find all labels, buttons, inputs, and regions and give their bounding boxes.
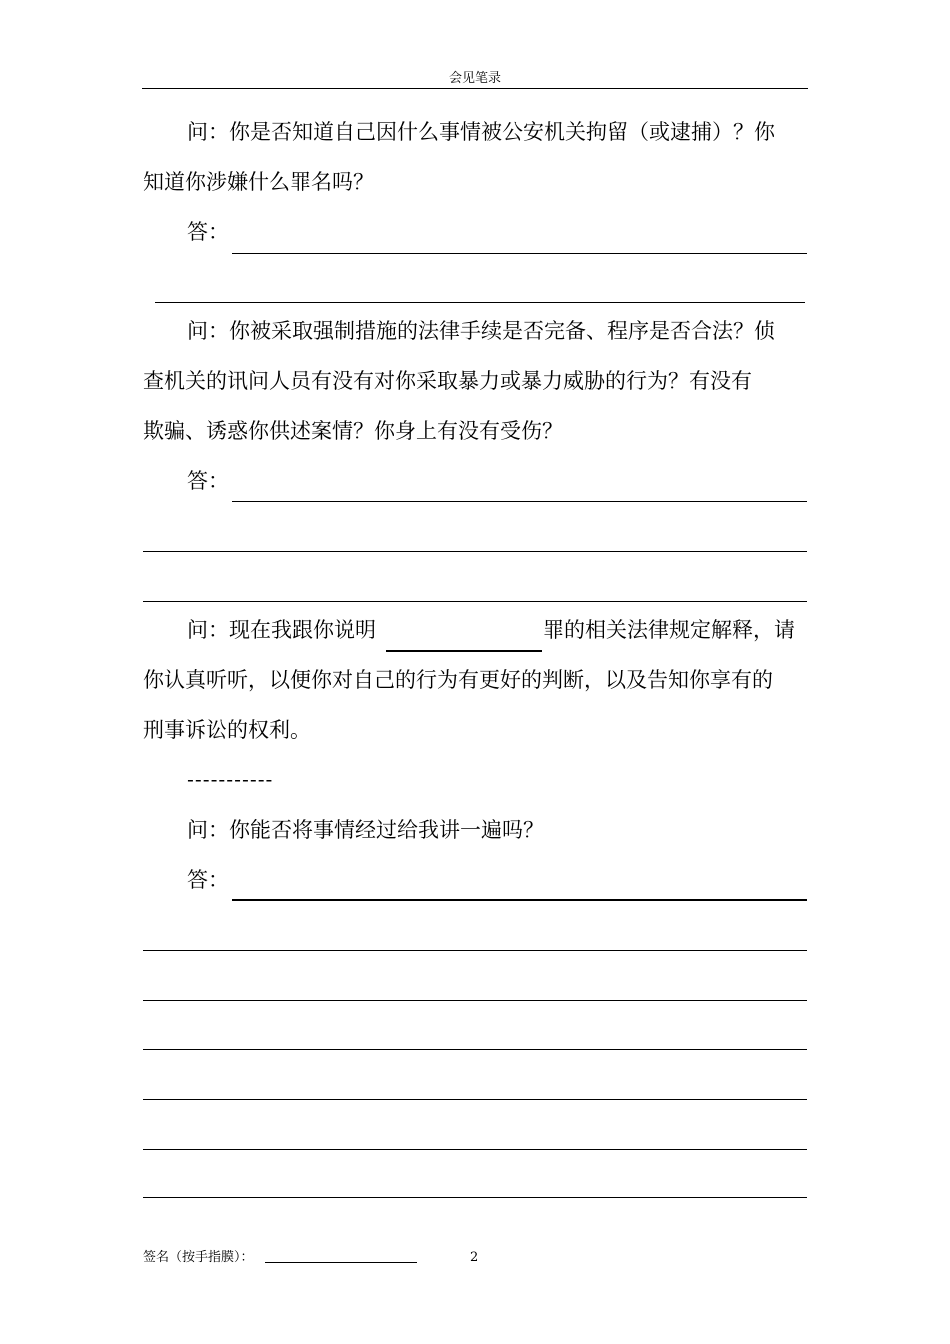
question-2-line-3: 欺骗、诱惑你供述案情？你身上有没有受伤？ xyxy=(143,419,563,443)
question-2-line-1: 问：你被采取强制措施的法律手续是否完备、程序是否合法？侦 xyxy=(187,319,775,343)
question-3-line-3: 刑事诉讼的权利。 xyxy=(143,718,311,742)
question-3-line-1-suffix: 罪的相关法律规定解释，请 xyxy=(543,618,795,642)
question-2-line-2: 查机关的讯问人员有没有对你采取暴力或暴力威胁的行为？有没有 xyxy=(143,369,752,393)
signature-blank-line[interactable] xyxy=(265,1262,417,1263)
separator-dashes: ----------- xyxy=(187,769,274,791)
answer-4-blank-line[interactable] xyxy=(143,1149,807,1150)
answer-4-blank-line[interactable] xyxy=(143,1197,807,1198)
question-4-line-1: 问：你能否将事情经过给我讲一遍吗？ xyxy=(187,818,544,842)
question-1-line-2: 知道你涉嫌什么罪名吗？ xyxy=(143,170,374,194)
answer-1-blank-line[interactable] xyxy=(232,253,807,254)
header-title: 会见笔录 xyxy=(448,71,501,86)
answer-4-blank-line[interactable] xyxy=(143,1049,807,1050)
question-3-line-2: 你认真听听，以便你对自己的行为有更好的判断，以及告知你享有的 xyxy=(143,668,773,692)
charge-name-blank[interactable] xyxy=(386,650,542,652)
answer-1-blank-line[interactable] xyxy=(155,302,805,303)
answer-4-label: 答： xyxy=(187,868,229,892)
question-3-line-1-prefix: 问：现在我跟你说明 xyxy=(187,618,376,642)
signature-label: 签名（按手指膜）： xyxy=(143,1250,254,1265)
answer-1-label: 答： xyxy=(187,220,229,244)
answer-2-blank-line[interactable] xyxy=(232,501,807,502)
question-1-line-1: 问：你是否知道自己因什么事情被公安机关拘留（或逮捕）？你 xyxy=(187,120,775,144)
answer-4-blank-line[interactable] xyxy=(143,950,807,951)
answer-2-label: 答： xyxy=(187,469,229,493)
answer-2-blank-line[interactable] xyxy=(143,551,807,552)
header-rule xyxy=(142,88,808,89)
answer-4-blank-line[interactable] xyxy=(143,1000,807,1001)
answer-2-blank-line[interactable] xyxy=(143,601,807,602)
answer-4-blank-line[interactable] xyxy=(143,1099,807,1100)
answer-4-blank-line[interactable] xyxy=(232,899,807,901)
page-number: 2 xyxy=(470,1250,479,1265)
